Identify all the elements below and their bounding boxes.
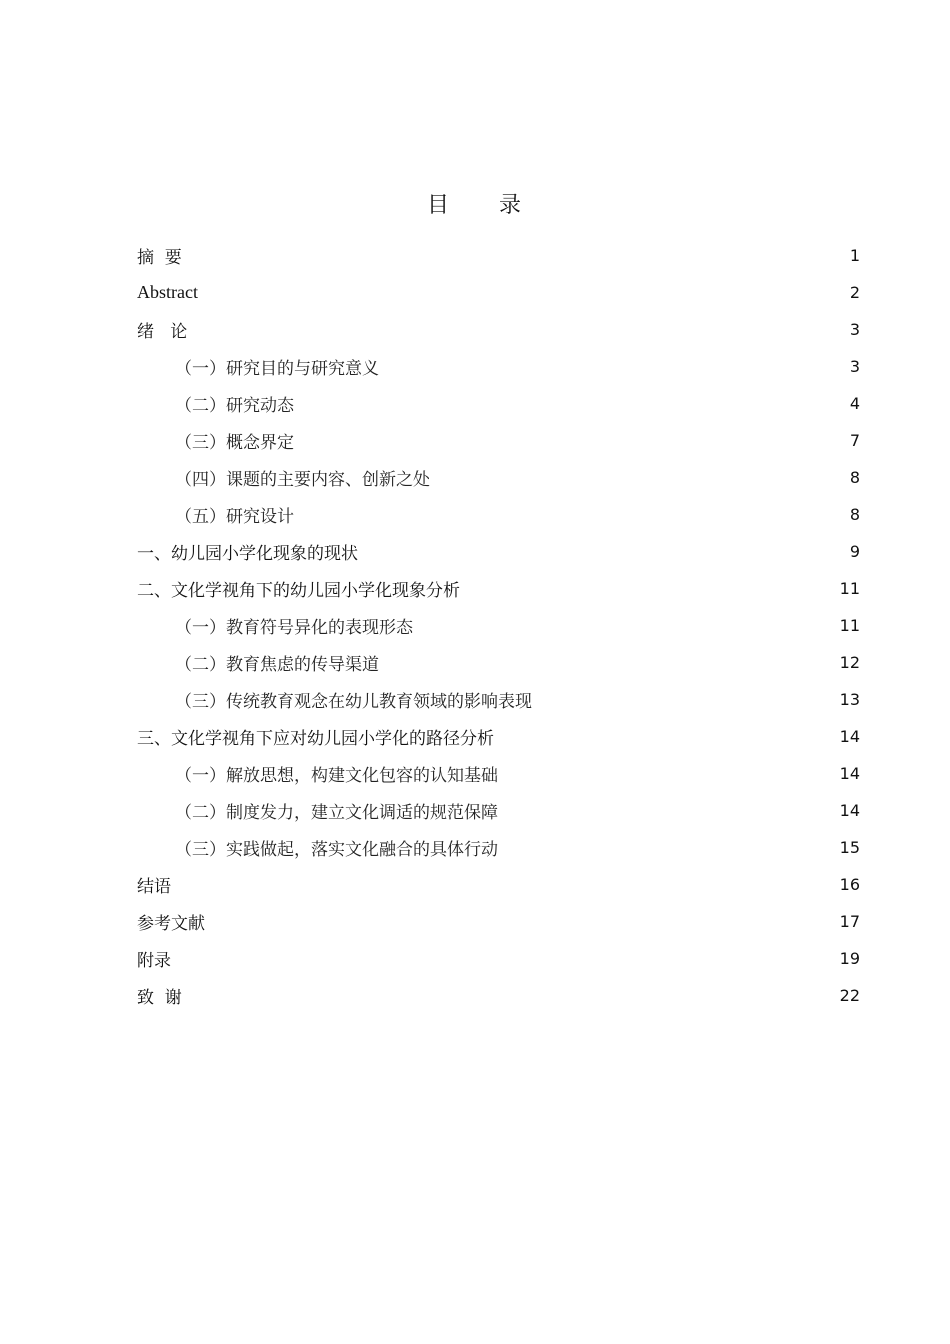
- toc-entry-text: 摘 要: [137, 248, 182, 268]
- toc-entry-text: （三）实践做起，落实文化融合的具体行动: [175, 840, 498, 860]
- toc-entry[interactable]: [137, 977, 860, 1014]
- toc-entry[interactable]: [137, 607, 860, 644]
- toc-entry-page: 1: [849, 246, 860, 265]
- toc-entry-page: 11: [839, 616, 860, 635]
- toc-entry-page: 17: [839, 912, 860, 931]
- toc-entry-text: 绪 论: [137, 322, 188, 342]
- toc-entry[interactable]: [137, 274, 860, 311]
- toc-entry-page: 14: [839, 764, 860, 783]
- toc-entry[interactable]: [137, 681, 860, 718]
- toc-entry-page: 12: [839, 653, 860, 672]
- toc-entry-page: 3: [849, 320, 860, 339]
- toc-entry-page: 3: [849, 357, 860, 376]
- toc-entry-page: 14: [839, 801, 860, 820]
- toc-entry[interactable]: [137, 422, 860, 459]
- toc-entry[interactable]: [137, 755, 860, 792]
- toc-entry-page: 22: [839, 986, 860, 1005]
- toc-entry-page: 9: [849, 542, 860, 561]
- toc-entry-text: （一）解放思想，构建文化包容的认知基础: [175, 766, 498, 786]
- toc-entry-text: （一）研究目的与研究意义: [175, 359, 379, 379]
- toc-entry[interactable]: [137, 829, 860, 866]
- toc-entry[interactable]: [137, 533, 860, 570]
- toc-entry-text: （二）研究动态: [175, 396, 294, 416]
- toc-entry-text: （三）概念界定: [175, 433, 294, 453]
- toc-title: 目 录: [426, 193, 523, 218]
- toc-entry-text: 结语: [137, 877, 171, 897]
- toc-list: [137, 237, 860, 1014]
- toc-entry-text: （二）制度发力，建立文化调适的规范保障: [175, 803, 498, 823]
- toc-entry-page: 7: [849, 431, 860, 450]
- toc-entry-text: 参考文献: [137, 914, 205, 934]
- toc-entry-page: 15: [839, 838, 860, 857]
- toc-entry-page: 8: [849, 505, 860, 524]
- toc-entry-text: 致 谢: [137, 988, 182, 1008]
- toc-entry[interactable]: [137, 385, 860, 422]
- toc-entry[interactable]: [137, 866, 860, 903]
- toc-entry-text: （一）教育符号异化的表现形态: [175, 618, 413, 638]
- toc-entry-page: 8: [849, 468, 860, 487]
- toc-entry-text: （四）课题的主要内容、创新之处: [175, 470, 430, 490]
- toc-entry[interactable]: [137, 348, 860, 385]
- toc-entry-text: Abstract: [137, 282, 198, 302]
- toc-entry[interactable]: [137, 237, 860, 274]
- toc-entry-text: 一、幼儿园小学化现象的现状: [137, 544, 358, 564]
- toc-entry[interactable]: [137, 496, 860, 533]
- toc-entry[interactable]: [137, 792, 860, 829]
- toc-entry-page: 11: [839, 579, 860, 598]
- toc-entry[interactable]: [137, 903, 860, 940]
- toc-entry-page: 14: [839, 727, 860, 746]
- toc-entry[interactable]: [137, 311, 860, 348]
- toc-entry[interactable]: [137, 644, 860, 681]
- toc-entry-text: （二）教育焦虑的传导渠道: [175, 655, 379, 675]
- toc-entry-page: 16: [839, 875, 860, 894]
- toc-entry-text: 三、文化学视角下应对幼儿园小学化的路径分析: [137, 729, 494, 749]
- toc-entry[interactable]: [137, 718, 860, 755]
- toc-entry-text: 二、文化学视角下的幼儿园小学化现象分析: [137, 581, 460, 601]
- toc-entry[interactable]: [137, 459, 860, 496]
- toc-entry[interactable]: [137, 570, 860, 607]
- toc-entry-page: 19: [839, 949, 860, 968]
- toc-entry-page: 13: [839, 690, 860, 709]
- toc-entry-text: 附录: [137, 951, 171, 971]
- toc-entry-page: 2: [849, 283, 860, 302]
- toc-entry-text: （五）研究设计: [175, 507, 294, 527]
- toc-entry-page: 4: [849, 394, 860, 413]
- toc-entry[interactable]: [137, 940, 860, 977]
- toc-entry-text: （三）传统教育观念在幼儿教育领域的影响表现: [175, 692, 532, 712]
